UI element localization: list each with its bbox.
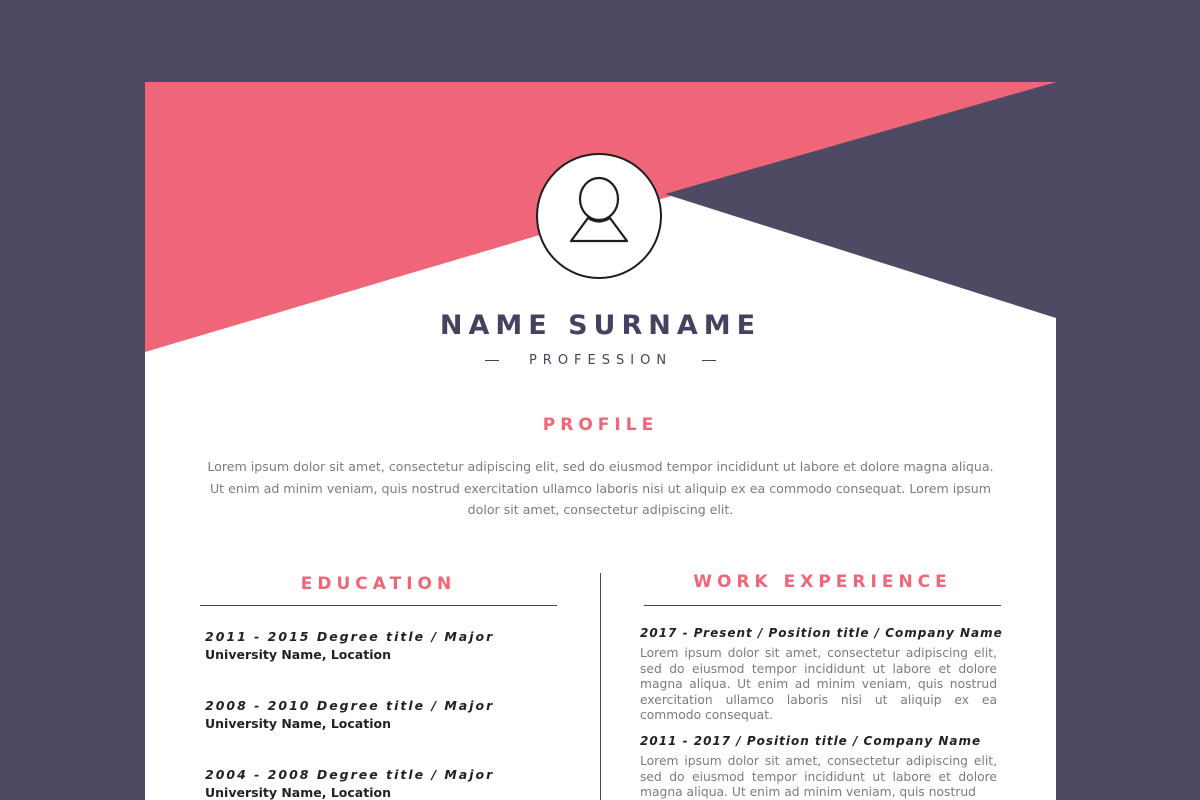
- education-degree: 2004 - 2008 Degree title / Major: [205, 767, 495, 782]
- education-school: University Name, Location: [205, 785, 391, 800]
- education-school: University Name, Location: [205, 716, 391, 731]
- profession-row: [145, 353, 1056, 368]
- education-degree: 2008 - 2010 Degree title / Major: [205, 698, 495, 713]
- work-item: [640, 734, 997, 800]
- avatar: [536, 153, 662, 279]
- work-heading: 2011 - 2017 / Position title / Company Name: [640, 734, 982, 748]
- education-item: [205, 698, 565, 731]
- education-school: University Name, Location: [205, 647, 391, 662]
- work-heading: 2017 - Present / Position title / Company Name: [640, 626, 1003, 640]
- education-degree: 2011 - 2015 Degree title / Major: [205, 629, 495, 644]
- profession: PROFESSION: [528, 353, 673, 368]
- work-description: Lorem ipsum dolor sit amet, consectetur adipiscing elit, sed do eiusmod tempor incididunt ut labore et dolore magna aliqua. Ut enim ad minim veniam, quis nostrud: [640, 754, 997, 799]
- work-description: Lorem ipsum dolor sit amet, consectetur adipiscing elit, sed do eiusmod tempor incididunt ut labore et dolore magna aliqua. Ut enim ad minim veniam, quis nostrud exercitation ullamco laboris nisi ut aliquip ex ea commodo consequat.: [640, 646, 997, 722]
- right-dash: [702, 360, 716, 361]
- full-name: NAME SURNAME: [439, 310, 762, 341]
- profile-text: Lorem ipsum dolor sit amet, consectetur adipiscing elit, sed do eiusmod tempor incididunt ut labore et dolore magna aliqua. Ut enim ad minim veniam, quis nostrud exercitation ullamco laboris nisi ut aliquip ex ea commodo consequat. Lorem ipsum dolor sit amet, consectetur adipiscing elit.: [207, 459, 994, 517]
- user-icon: [561, 175, 637, 253]
- resume-page: [145, 82, 1056, 800]
- work-experience-rule: [644, 605, 1001, 606]
- left-dash: [485, 360, 499, 361]
- column-divider: [600, 573, 601, 800]
- education-heading: EDUCATION: [300, 574, 457, 594]
- profile-heading: PROFILE: [542, 415, 659, 435]
- work-experience-heading: WORK EXPERIENCE: [693, 572, 952, 592]
- education-rule: [200, 605, 557, 606]
- education-item: [205, 629, 565, 662]
- work-item: [640, 626, 1003, 724]
- education-item: [205, 767, 565, 800]
